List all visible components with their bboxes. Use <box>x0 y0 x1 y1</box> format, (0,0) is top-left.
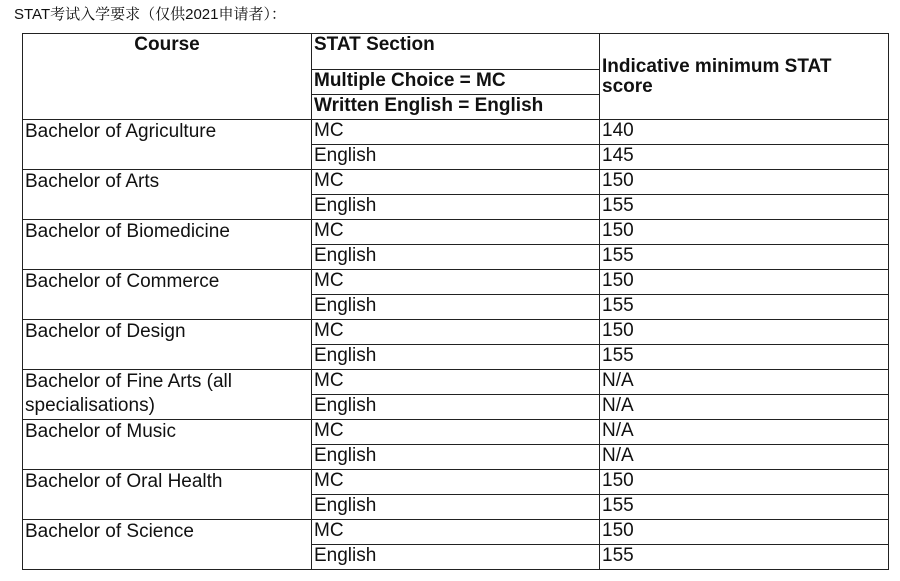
score-english: 155 <box>600 545 889 570</box>
table-row <box>23 520 889 545</box>
section-mc: MC <box>312 220 600 245</box>
table-row <box>23 220 889 245</box>
section-english: English <box>312 395 600 420</box>
score-mc: 140 <box>600 120 889 145</box>
course-name: Bachelor of Design <box>23 320 312 370</box>
table-row <box>23 270 889 295</box>
page-caption: STAT考试入学要求（仅供2021申请者）： <box>14 6 286 23</box>
course-name: Bachelor of Arts <box>23 170 312 220</box>
section-mc: MC <box>312 520 600 545</box>
header-course: Course <box>23 34 312 120</box>
section-english: English <box>312 495 600 520</box>
course-name: Bachelor of Commerce <box>23 270 312 320</box>
section-mc: MC <box>312 170 600 195</box>
score-english: 155 <box>600 345 889 370</box>
course-name: Bachelor of Oral Health <box>23 470 312 520</box>
section-english: English <box>312 445 600 470</box>
course-name: Bachelor of Biomedicine <box>23 220 312 270</box>
section-english: English <box>312 295 600 320</box>
section-mc: MC <box>312 270 600 295</box>
score-english: 155 <box>600 245 889 270</box>
table-row <box>23 470 889 495</box>
header-stat-section: STAT Section <box>312 34 600 70</box>
score-english: 155 <box>600 495 889 520</box>
course-name: Bachelor of Fine Arts (all specialisations) <box>23 370 312 420</box>
score-mc: 150 <box>600 170 889 195</box>
score-mc: 150 <box>600 220 889 245</box>
header-english-definition: Written English = English <box>312 95 600 120</box>
course-name: Bachelor of Agriculture <box>23 120 312 170</box>
section-english: English <box>312 195 600 220</box>
section-mc: MC <box>312 320 600 345</box>
score-english: 155 <box>600 295 889 320</box>
table-row <box>23 370 889 395</box>
score-english: N/A <box>600 395 889 420</box>
table-row <box>23 320 889 345</box>
course-name: Bachelor of Science <box>23 520 312 570</box>
section-english: English <box>312 545 600 570</box>
section-mc: MC <box>312 470 600 495</box>
section-english: English <box>312 245 600 270</box>
score-english: 155 <box>600 195 889 220</box>
section-english: English <box>312 345 600 370</box>
score-mc: 150 <box>600 470 889 495</box>
stat-requirements-table <box>22 33 889 570</box>
section-english: English <box>312 145 600 170</box>
score-mc: 150 <box>600 520 889 545</box>
table-row <box>23 120 889 145</box>
course-name: Bachelor of Music <box>23 420 312 470</box>
header-mc-definition: Multiple Choice = MC <box>312 70 600 95</box>
score-mc: N/A <box>600 420 889 445</box>
table-row <box>23 170 889 195</box>
score-mc: 150 <box>600 320 889 345</box>
header-min-score: Indicative minimum STAT score <box>600 34 889 120</box>
score-mc: N/A <box>600 370 889 395</box>
section-mc: MC <box>312 120 600 145</box>
section-mc: MC <box>312 370 600 395</box>
score-mc: 150 <box>600 270 889 295</box>
score-english: 145 <box>600 145 889 170</box>
section-mc: MC <box>312 420 600 445</box>
score-english: N/A <box>600 445 889 470</box>
table-row <box>23 420 889 445</box>
